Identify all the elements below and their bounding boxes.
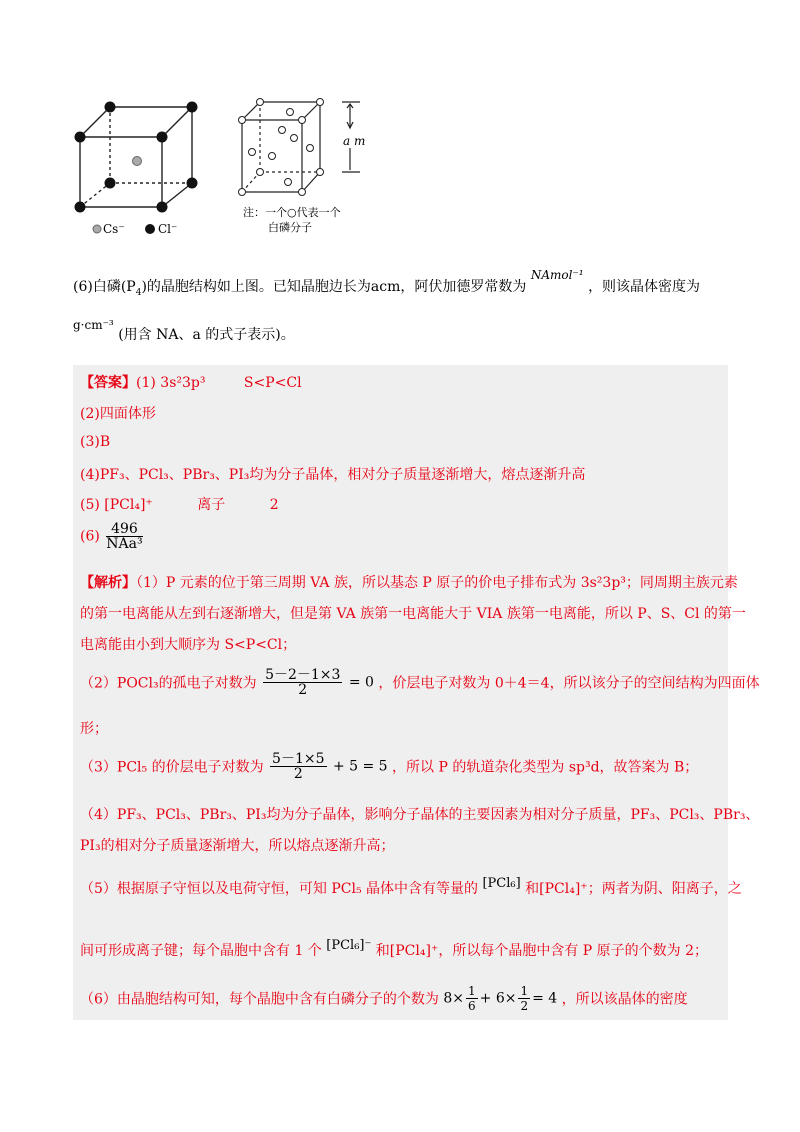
analysis-line-7: （4）PF₃、PCl₃、PBr₃、PI₃均为分子晶体，影响分子晶体的主要因素为相对分子质量，PF₃、PCl₃、PBr₃、 xyxy=(80,807,760,823)
analysis-p3-a: （3）PCl₅ 的价层电子对数为 xyxy=(80,759,264,776)
analysis-line-4 xyxy=(80,668,760,697)
answer-line-5 xyxy=(80,494,279,514)
q6-suffix: ，则该晶体密度为 xyxy=(588,279,701,295)
analysis-p2-eq: = 0 xyxy=(348,674,374,691)
analysis-p3-eq: + 5 = 5 xyxy=(332,758,388,775)
analysis-p6-expr-b: + 6× xyxy=(479,990,517,1007)
analysis-tag: 【解析】 xyxy=(80,575,136,591)
cscl-legend-cs: Cs⁻ xyxy=(103,222,125,236)
q6-mid: )的晶胞结构如上图。已知晶胞边长为acm，阿伏加德罗常数为 xyxy=(141,279,527,295)
analysis-p3-numerator: 5－1×5 xyxy=(272,751,325,767)
answer-line-2: (2)四面体形 xyxy=(80,406,156,422)
question-6-line2 xyxy=(73,318,295,344)
q6-unit: g·cm⁻³ xyxy=(73,318,114,332)
q6-na-mol: NAmol⁻¹ xyxy=(530,268,584,282)
analysis-line-9 xyxy=(80,876,742,898)
analysis-line-1 xyxy=(80,572,738,592)
analysis-p3-b: ，所以 P 的轨道杂化类型为 sp³d，故答案为 B； xyxy=(392,759,699,776)
analysis-p6-a: （6）由晶胞结构可知，每个晶胞中含有白磷分子的个数为 xyxy=(80,991,439,1008)
q6-tail: (用含 NA、a 的式子表示)。 xyxy=(118,327,295,343)
analysis-p5-ion1: [PCl₆] xyxy=(482,876,521,891)
analysis-line-10 xyxy=(80,938,708,960)
answer-1b: S<P<Cl xyxy=(243,375,302,391)
answer-tag: 【答案】 xyxy=(80,375,136,391)
analysis-line-2: 的第一电离能从左到右逐渐增大，但是第 VA 族第一电离能大于 VIA 族第一电离能，所以 P、S、Cl 的第一 xyxy=(80,606,746,622)
analysis-p2-b: ，价层电子对数为 0＋4＝4，所以该分子的空间结构为四面体 xyxy=(378,675,760,692)
q6-prefix: (6)白磷(P xyxy=(73,279,136,295)
answer-5c: 2 xyxy=(269,497,279,513)
answer-6-fraction xyxy=(106,522,142,551)
analysis-p6-d2: 2 xyxy=(520,999,529,1013)
analysis-p6-n2: 1 xyxy=(520,984,529,998)
analysis-p1-l1: （1）P 元素的位于第三周期 VA 族，所以基态 P 原子的价电子排布式为 3s²3p³；同周期主族元素 xyxy=(136,575,738,591)
analysis-line-5: 形； xyxy=(80,721,108,737)
analysis-p3-fraction xyxy=(270,752,326,781)
analysis-line-3: 电离能由小到大顺序为 S<P<Cl； xyxy=(80,637,297,653)
q6-prefix-sub: 4 xyxy=(135,287,142,298)
analysis-p6-n1: 1 xyxy=(468,984,476,998)
cscl-unit-cell-figure xyxy=(62,95,232,245)
answer-line-6 xyxy=(80,522,145,551)
answer-line-3: (3)B xyxy=(80,434,111,450)
answer-6-denominator: NAa³ xyxy=(106,536,143,552)
analysis-p2-fraction xyxy=(263,668,342,697)
p4-note-line2: 白磷分子 xyxy=(268,221,312,234)
analysis-p5-b: 和[PCl₄]⁺；两者为阴、阳离子，之 xyxy=(525,881,742,897)
answer-5b: 离子 xyxy=(197,497,226,513)
p4-edge-label: a m xyxy=(343,134,366,148)
answer-line-4: (4)PF₃、PCl₃、PBr₃、PI₃均为分子晶体，相对分子质量逐渐增大，熔点逐渐升高 xyxy=(80,467,586,483)
answer-6-numerator: 496 xyxy=(106,522,142,537)
analysis-p6-expr-c: = 4 xyxy=(532,990,558,1007)
question-6-line1 xyxy=(73,268,700,298)
answer-1: (1) 3s²3p³ xyxy=(136,375,206,391)
analysis-p5-ion2: [PCl₆]⁻ xyxy=(326,938,372,953)
answer-5a: (5) [PCl₄]⁺ xyxy=(80,497,153,513)
analysis-p6-fraction1 xyxy=(466,984,478,1013)
analysis-p3-denominator: 2 xyxy=(293,766,303,782)
analysis-line-6 xyxy=(80,752,698,781)
analysis-p6-d1: 6 xyxy=(468,999,476,1013)
cscl-legend-cl: Cl⁻ xyxy=(158,222,178,236)
analysis-p6-fraction2 xyxy=(518,984,530,1013)
answer-6-prefix: (6) xyxy=(80,528,100,545)
analysis-line-11 xyxy=(80,984,688,1013)
analysis-p5-d: 和[PCl₄]⁺，所以每个晶胞中含有 P 原子的个数为 2； xyxy=(375,943,709,959)
analysis-line-8: PI₃的相对分子质量逐渐增大，所以熔点逐渐升高； xyxy=(80,838,395,854)
p4-note-line1: 注：一个○代表一个 xyxy=(243,206,341,219)
analysis-p6-expr-a: 8× xyxy=(443,990,464,1007)
analysis-p2-numerator: 5－2－1×3 xyxy=(265,667,341,683)
analysis-p2-denominator: 2 xyxy=(298,682,308,698)
analysis-p5-c: 间可形成离子键；每个晶胞中含有 1 个 xyxy=(80,943,322,959)
answer-line-1 xyxy=(80,372,302,392)
analysis-p5-a: （5）根据原子守恒以及电荷守恒，可知 PCl₅ 晶体中含有等量的 xyxy=(80,881,479,897)
analysis-p6-b: ，所以该晶体的密度 xyxy=(561,991,688,1008)
analysis-p2-a: （2）POCl₃的孤电子对数为 xyxy=(80,675,257,692)
